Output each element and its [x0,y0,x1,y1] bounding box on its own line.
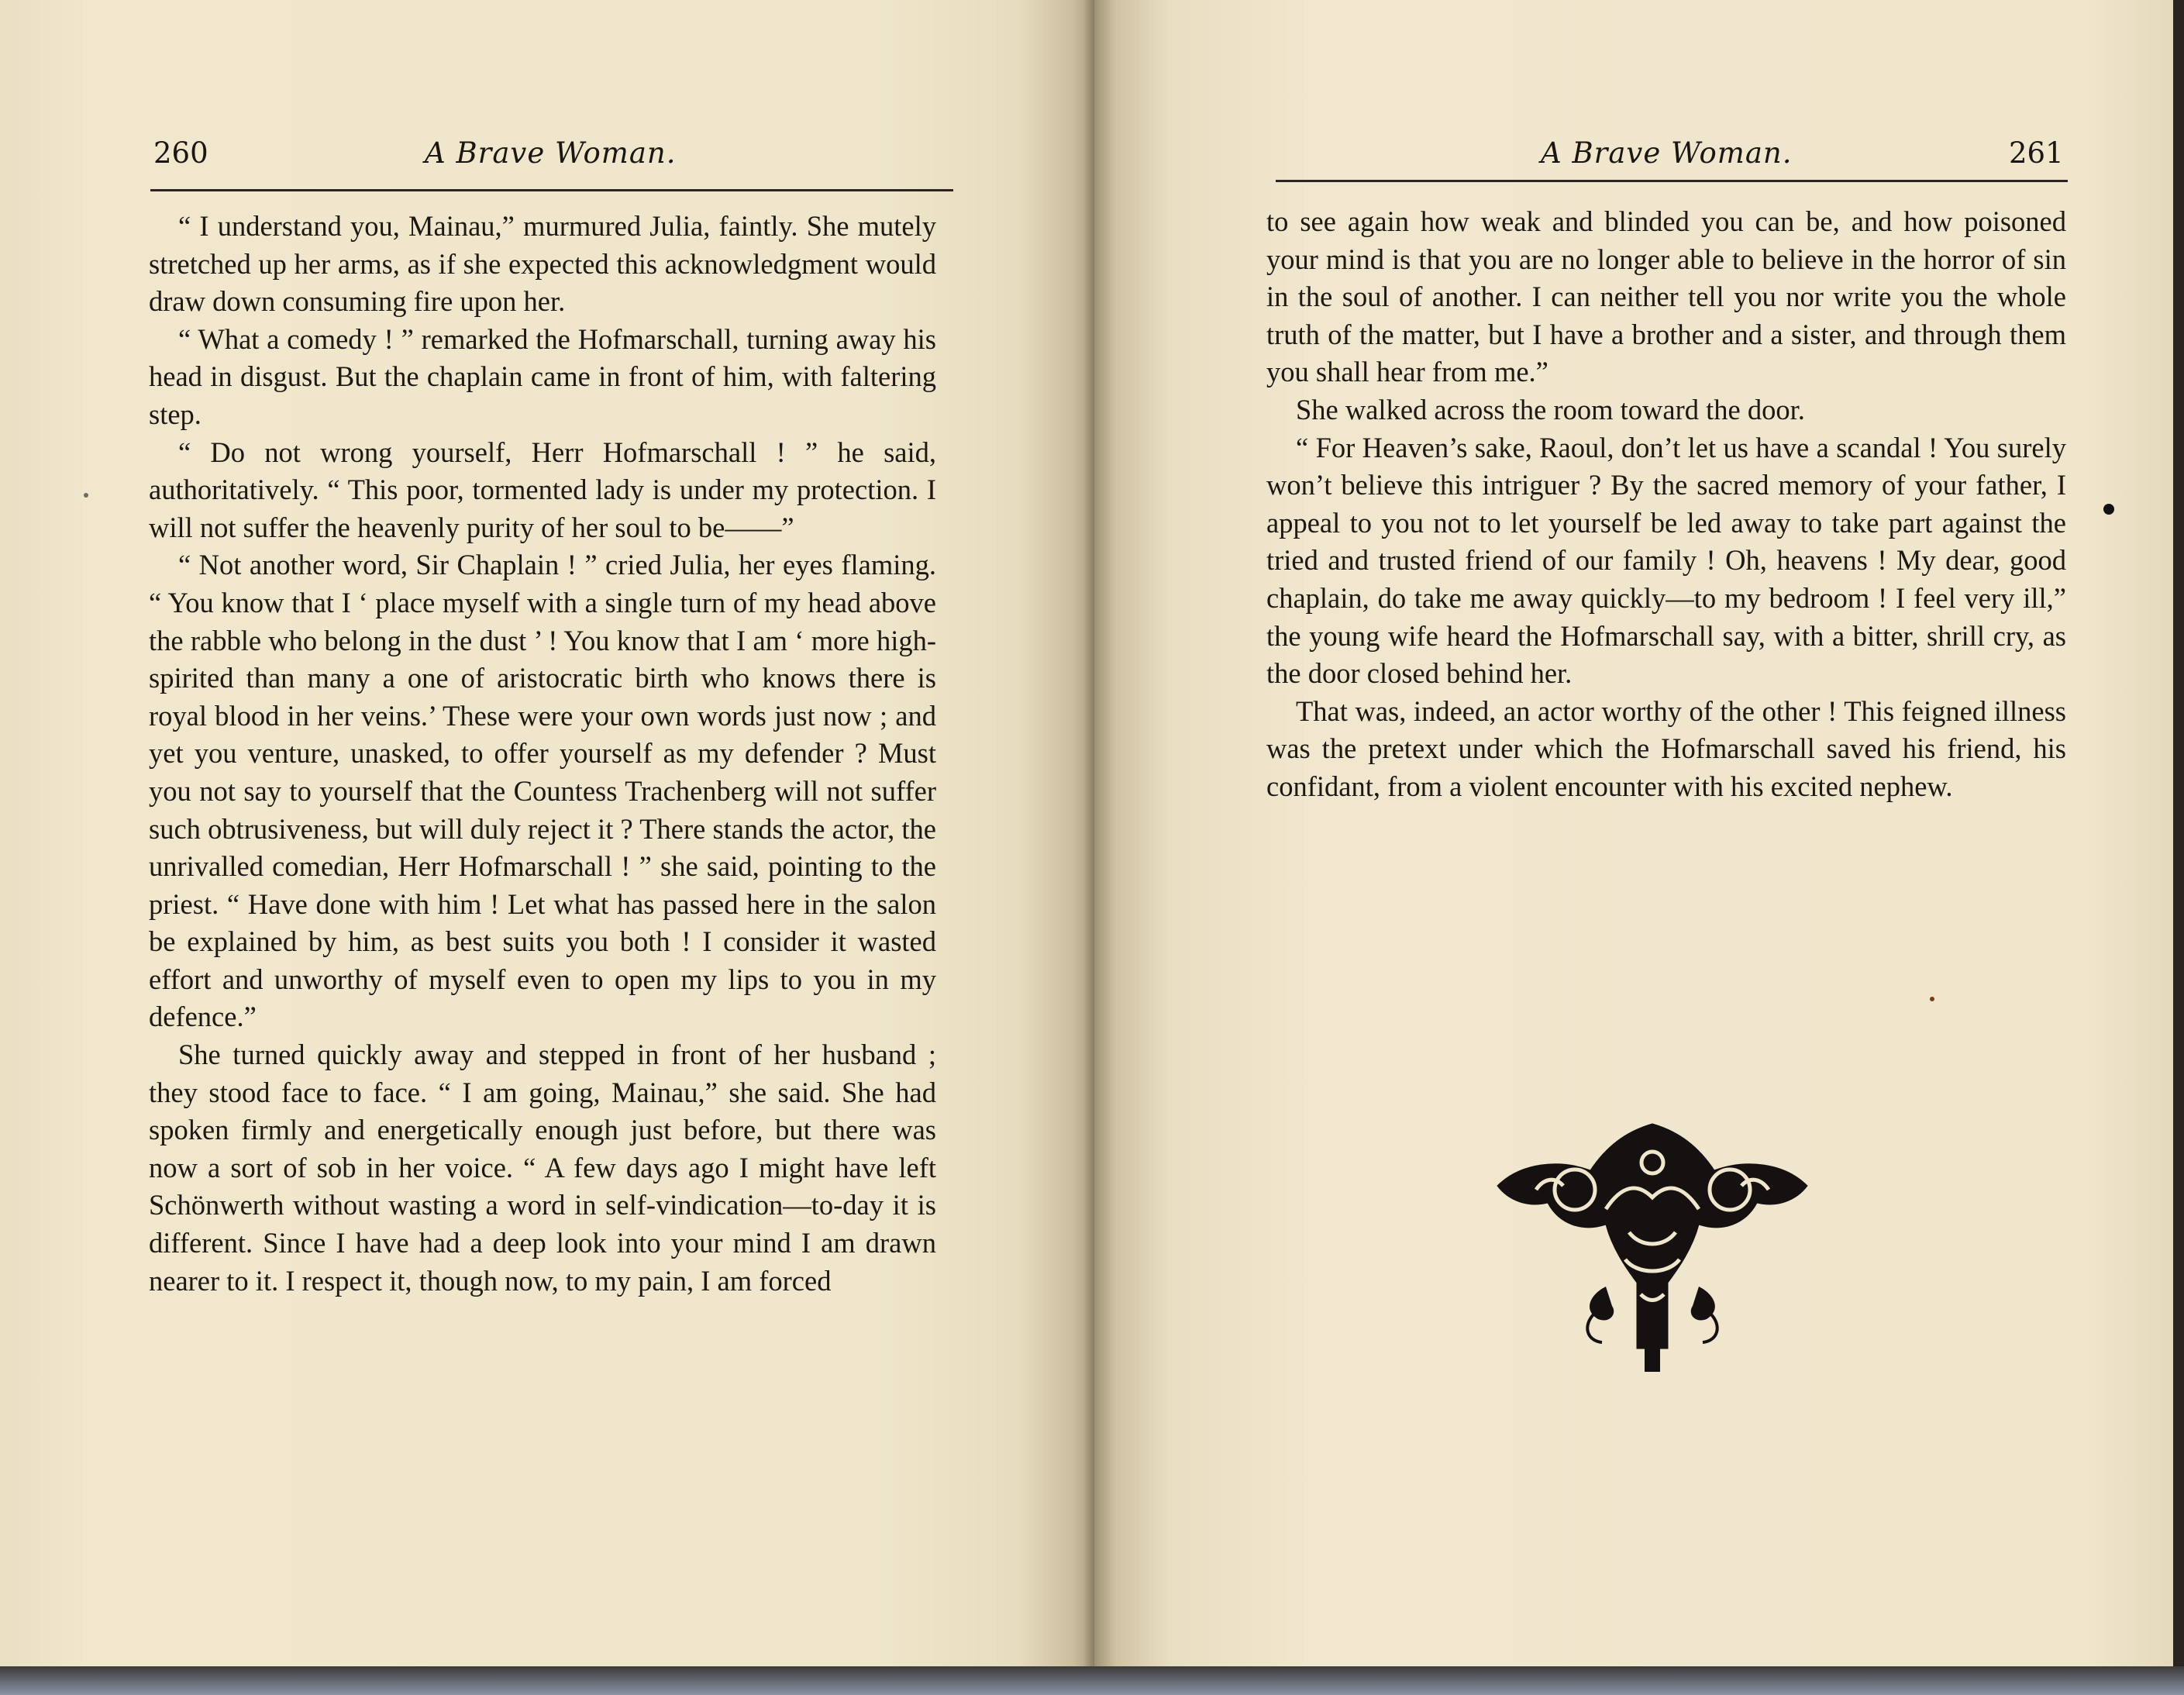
book-cover-edge [2173,0,2184,1695]
paper-speck [1930,997,1934,1001]
left-page [0,0,1094,1666]
header-rule-right [1276,180,2068,182]
paragraph: “ For Heaven’s sake, Raoul, don’t let us have a scandal ! You surely won’t believe this intriguer ? By the sacred memory of your father, I appeal to you not to let yourself be led away to take part against the tried and trusted friend of our family ! Oh, heavens ! My dear, good chaplain, do take me away quickly—to my bedroom ! I feel very ill,” the young wife heard the Hofmarschall say, with a bitter, shrill cry, as the door closed behind her. [1266,431,2066,690]
paragraph: “ Not another word, Sir Chaplain ! ” cried Julia, her eyes flaming. “ You know that I ‘ place myself with a single turn of my head above the rabble who belong in the dust ’ ! You know that I am ‘ more high-spirited than many a one of aristocratic birth who knows there is royal blood in her veins.’ These were your own words just now ; and yet you venture, unasked, to offer yourself as my defender ? Must you not say to yourself that the Countess Trachenberg will not suffer such obtrusiveness, but will duly reject it ? There stands the actor, the unrivalled comedian, Herr Hofmarschall ! ” she said, pointing to the priest. “ Have done with him ! Let what has passed here in the salon be explained by him, as best suits you both ! I consider it wasted effort and unworthy of myself even to open my lips to you in my defence.” [149,549,936,1033]
running-title-left: A Brave Woman. [425,136,677,170]
page-number-right: 261 [2009,136,2064,170]
right-page-text [1266,203,2066,806]
paragraph: She turned quickly away and stepped in front of her husband ; they stood face to face. “ I am going, Mainau,” she said. She had spoken firmly and energetically enough just before, but there was now a sort of sob in her voice. “ A few days ago I might have left Schönwerth without wasting a word in self-vindication—to-day it is different. Since I have had a deep look into your mind I am drawn nearer to it. I respect it, though now, to my pain, I am forced [149,1039,936,1297]
right-page [1094,0,2173,1666]
paragraph: That was, indeed, an actor worthy of the other ! This feigned illness was the pretext under which the Hofmarschall saved his friend, his confidant, from a violent encounter with his excited nephew. [1266,694,2066,802]
running-title-right: A Brave Woman. [1541,136,1793,170]
paragraph: to see again how weak and blinded you can be, and how poisoned your mind is that you are no longer able to believe in the horror of sin in the soul of another. I can neither tell you nor write you the whole truth of the matter, but I have a brother and a sister, and through them you shall hear from me.” [1266,205,2066,388]
header-rule-left [150,189,953,191]
ink-dot [2103,504,2114,515]
paragraph: She walked across the room toward the door. [1296,393,1805,425]
paragraph: “ What a comedy ! ” remarked the Hofmarschall, turning away his head in disgust. But the chaplain came in front of him, with faltering step. [149,322,936,430]
paper-speck [84,493,88,498]
scan-background [0,1666,2184,1695]
page-number-left: 260 [153,136,208,170]
tailpiece-ornament-icon [1490,1116,1815,1380]
paragraph: “ Do not wrong yourself, Herr Hofmarschall ! ” he said, authoritatively. “ This poor, tormented lady is under my protection. I will not suffer the heavenly purity of her soul to be——” [149,436,936,543]
paragraph: “ I understand you, Mainau,” murmured Julia, faintly. She mutely stretched up her arms, as if she expected this acknowledgment would draw down consuming fire upon her. [149,210,936,318]
left-page-text [149,208,936,1300]
